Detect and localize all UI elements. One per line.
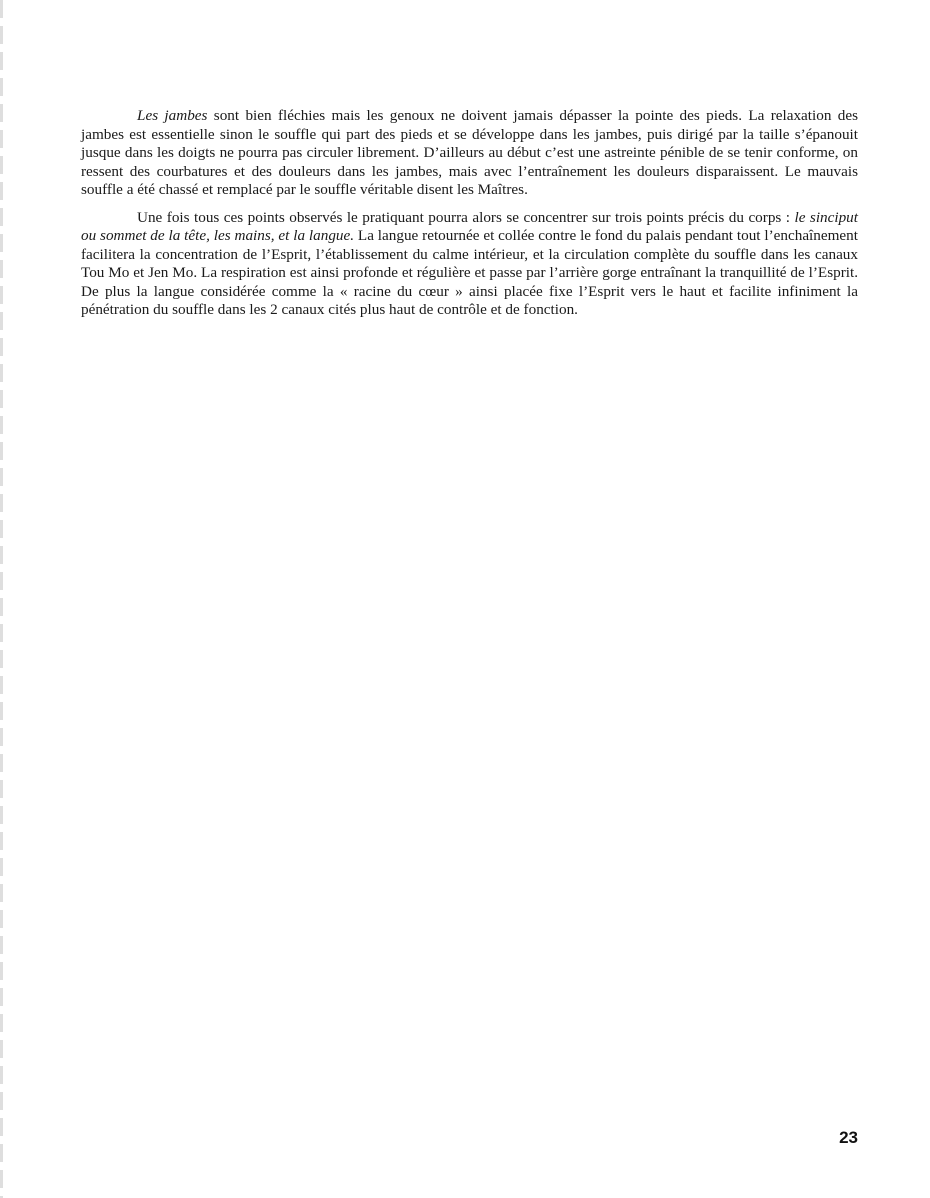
paragraph-legs [81, 107, 858, 200]
page-number: 23 [839, 1128, 858, 1147]
paragraph-concentration-intro: Une fois tous ces points observés le pratiquant pourra alors se concentrer sur trois points précis du corps : [137, 208, 795, 226]
paragraph-concentration-text: La langue retournée et collée contre le fond du palais pendant tout l’enchaînement facilitera la concentration de l’Esprit, l’établissement du calme intérieur, et la circulation complète du souffle dans les canaux Tou Mo et Jen Mo. La respiration est ainsi profonde et régulière et passe par l’arrière gorge entraînant la tranquillité de l’Esprit. De plus la langue considérée comme la « racine du cœur » ainsi placée fixe l’Esprit vers le haut et facilite infiniment la pénétration du souffle dans les 2 canaux cités plus haut de contrôle et de fonction. [81, 227, 858, 318]
italic-term-les-jambes: Les jambes [137, 107, 208, 124]
paragraph-legs-text: sont bien fléchies mais les genoux ne doivent jamais dépasser la pointe des pieds. La relaxation des jambes est essentielle sinon le souffle qui part des pieds et se développe dans les jambes, puis dirigé par la taille s’épanouit jusque dans les doigts ne pourra pas circuler librement. D’ailleurs au début c’est une astreinte pénible de se tenir conforme, on ressent des courbatures et des douleurs dans les jambes, mais avec l’entraînement les douleurs disparaissent. Le mauvais souffle a été chassé et remplacé par le souffle véritable disent les Maîtres. [81, 107, 858, 198]
italic-three-points: le sinciput ou sommet de la tête, les mains, et la langue. [81, 208, 858, 244]
paragraph-concentration [81, 209, 858, 320]
page-edge-shadow [0, 0, 3, 1198]
page-body [81, 107, 858, 320]
